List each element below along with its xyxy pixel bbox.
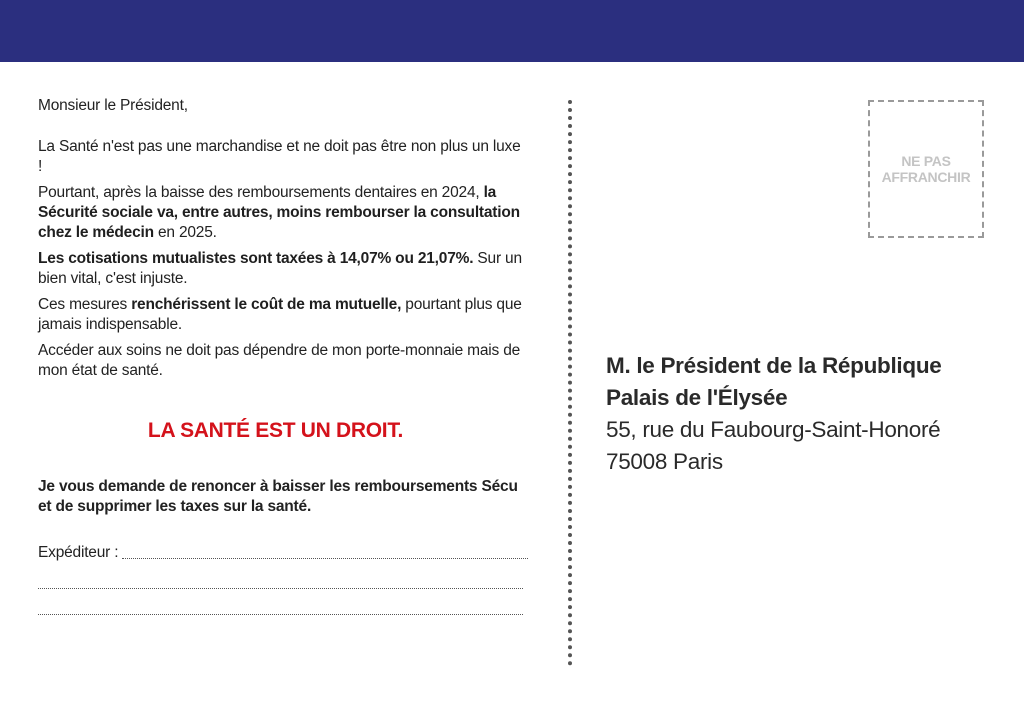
sender-dotted-line[interactable] — [122, 554, 528, 559]
demand-paragraph: Je vous demande de renoncer à baisser les remboursements Sécu et de supprimer les taxes sur la santé. — [38, 478, 518, 515]
paragraph-5: Accéder aux soins ne doit pas dépendre de mon porte-monnaie mais de mon état de santé. — [38, 342, 521, 379]
sender-label: Expéditeur : — [38, 544, 119, 561]
sender-dotted-line-3[interactable] — [38, 613, 523, 615]
slogan: LA SANTÉ EST UN DROIT. — [147, 419, 404, 442]
stamp-text: NE PAS AFFRANCHIR — [881, 153, 971, 185]
address-line-2: Palais de l'Élysée — [606, 385, 788, 410]
sender-dotted-line-2[interactable] — [38, 587, 523, 589]
address-line-1: M. le Président de la République — [606, 353, 942, 378]
sender-field[interactable] — [38, 543, 528, 563]
paragraph-1: La Santé n'est pas une marchandise et ne doit pas être non plus un luxe ! — [38, 138, 521, 175]
paragraph-4: Ces mesures renchérissent le coût de ma mutuelle, pourtant plus que jamais indispensable. — [38, 296, 522, 333]
address-line-4: 75008 Paris — [606, 449, 723, 474]
postcard-divider — [568, 100, 572, 666]
recipient-address — [606, 350, 941, 478]
letter-body — [38, 96, 528, 615]
address-line-3: 55, rue du Faubourg-Saint-Honoré — [606, 417, 941, 442]
top-banner — [0, 0, 1024, 62]
stamp-box — [868, 100, 984, 238]
paragraph-2: Pourtant, après la baisse des remboursements dentaires en 2024, la Sécurité sociale va, entre autres, moins rembourser la consultation chez le médecin en 2025. — [38, 184, 520, 241]
salutation: Monsieur le Président, — [38, 97, 188, 114]
paragraph-3: Les cotisations mutualistes sont taxées à 14,07% ou 21,07%. Sur un bien vital, c'est injuste. — [38, 250, 522, 287]
